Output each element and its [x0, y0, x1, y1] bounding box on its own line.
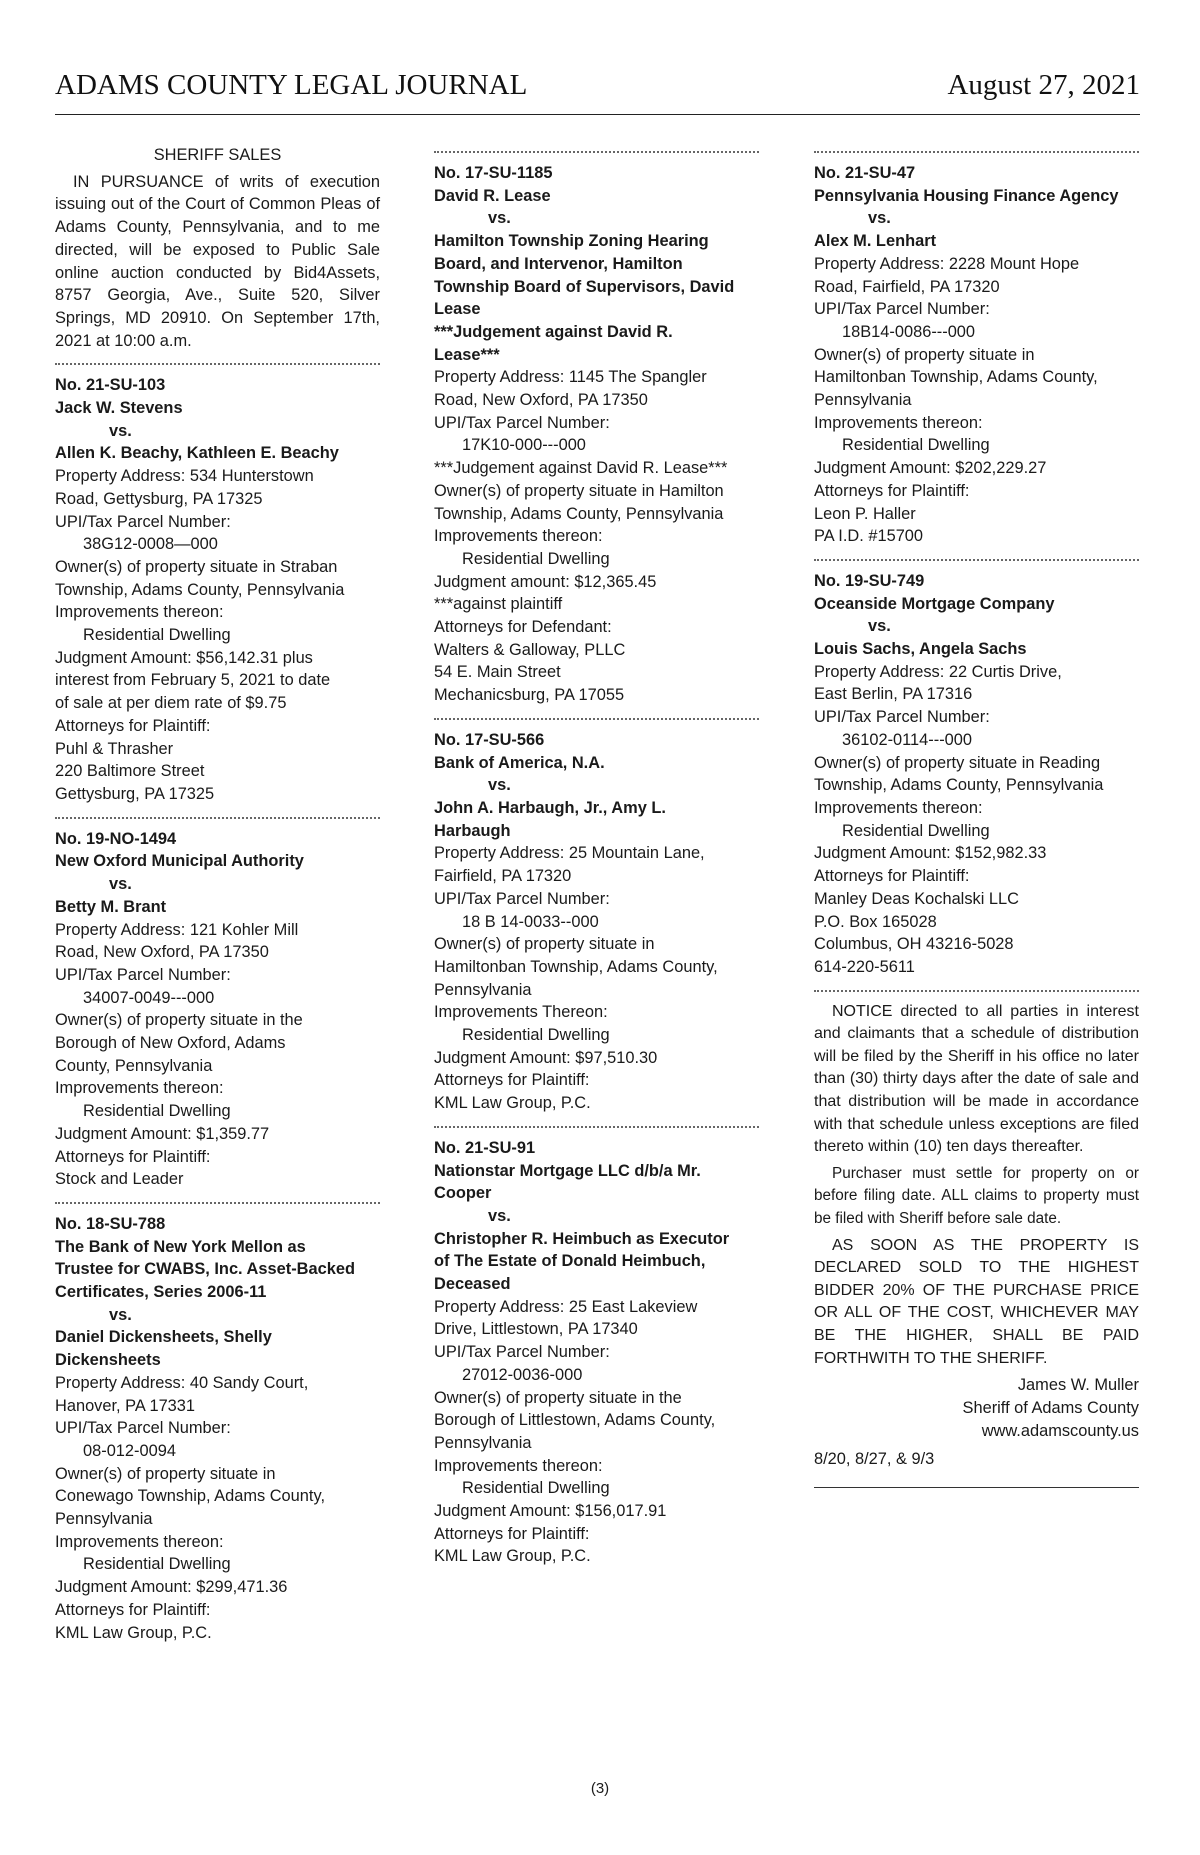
intro-paragraph: IN PURSUANCE of writs of execution issuing out of the Court of Common Pleas of Adams County, Pennsylvania, and to me directed, will be exposed to Public Sale online auction conducted by Bid4Assets, 8757 Georgia, Ave., Suite 520, Silver Springs, MD 20910. On September 17th, 2021 at 10:00 a.m.	[55, 172, 380, 350]
judgment-line: Attorneys for Defendant:	[434, 618, 612, 637]
case-entry	[814, 162, 1139, 548]
judgment-line: Gettysburg, PA 17325	[55, 784, 215, 803]
versus-label: vs.	[868, 209, 891, 228]
parcel-number: 08-012-0094	[83, 1441, 176, 1460]
defendant-line: Hamilton Township Zoning Hearing	[434, 232, 709, 251]
judgment-line: KML Law Group, P.C.	[55, 1623, 212, 1642]
improvement-type: Residential Dwelling	[83, 1102, 231, 1121]
judgment-line: Walters & Galloway, PLLC	[434, 640, 626, 659]
judgment-line: Judgment amount: $12,365.45	[434, 572, 657, 591]
defendant-line: Christopher R. Heimbuch as Executor	[434, 1229, 730, 1248]
defendant-line: Deceased	[434, 1275, 511, 1294]
judgment-line: 220 Baltimore Street	[55, 762, 205, 781]
plaintiff-line: The Bank of New York Mellon as	[55, 1237, 306, 1256]
judgment-line: Attorneys for Plaintiff:	[55, 1600, 211, 1619]
property-line: Property Address: 1145 The Spangler	[434, 368, 707, 387]
owner-line: Conewago Township, Adams County,	[55, 1487, 325, 1506]
bidder-paragraph: AS SOON AS THE PROPERTY IS DECLARED SOLD TO THE HIGHEST BIDDER 20% OF THE PURCHASE PRICE OR ALL OF THE COST, WHICHEVER MAY BE THE HIGHER, SHALL BE PAID FORTHWITH TO THE SHERIFF.	[814, 1236, 1139, 1367]
defendant-line: ***Judgement against David R.	[434, 322, 673, 341]
owner-line: Improvements thereon:	[814, 798, 983, 817]
owner-line: Owner(s) of property situate in	[55, 1464, 276, 1483]
versus-label: vs.	[109, 421, 132, 440]
owner-line: Township, Adams County, Pennsylvania	[434, 504, 724, 523]
judgment-line: Attorneys for Plaintiff:	[814, 867, 970, 886]
defendant-line: Harbaugh	[434, 821, 511, 840]
versus-label: vs.	[488, 209, 511, 228]
owner-line: Hamiltonban Township, Adams County,	[814, 368, 1098, 387]
improvement-type: Residential Dwelling	[83, 1555, 231, 1574]
case-list	[814, 151, 1139, 979]
dotted-divider	[55, 1202, 380, 1204]
judgment-line: Leon P. Haller	[814, 504, 916, 523]
plaintiff-line: Certificates, Series 2006-11	[55, 1283, 267, 1302]
defendant-line: Louis Sachs, Angela Sachs	[814, 640, 1027, 659]
defendant-line: Alex M. Lenhart	[814, 232, 937, 251]
parcel-number: 36102-0114---000	[842, 730, 973, 749]
defendant-line: Lease***	[434, 345, 500, 364]
judgment-line: 614-220-5611	[814, 957, 915, 976]
judgment-line: Judgment Amount: $56,142.31 plus	[55, 648, 313, 667]
judgment-line: Puhl & Thrasher	[55, 739, 174, 758]
journal-header	[55, 66, 1140, 115]
owner-line: Improvements thereon:	[55, 603, 224, 622]
case-entry	[55, 374, 380, 805]
judgment-line: Attorneys for Plaintiff:	[814, 481, 970, 500]
parcel-number: 34007-0049---000	[83, 988, 215, 1007]
judgment-line: Judgment Amount: $299,471.36	[55, 1578, 288, 1597]
improvement-type: Residential Dwelling	[462, 1026, 610, 1045]
property-line: UPI/Tax Parcel Number:	[814, 708, 990, 727]
owner-line: Pennsylvania	[814, 391, 912, 410]
property-line: Fairfield, PA 17320	[434, 867, 572, 886]
dotted-divider	[55, 363, 380, 365]
owner-line: Borough of Littlestown, Adams County,	[434, 1411, 716, 1430]
case-list	[434, 151, 759, 1568]
plaintiff-line: Oceanside Mortgage Company	[814, 594, 1055, 613]
owner-line: Township, Adams County, Pennsylvania	[55, 580, 345, 599]
property-line: Road, New Oxford, PA 17350	[55, 943, 269, 962]
journal-title: ADAMS COUNTY LEGAL JOURNAL	[55, 69, 528, 101]
judgment-line: Manley Deas Kochalski LLC	[814, 889, 1019, 908]
improvement-type: Residential Dwelling	[842, 821, 990, 840]
case-number: No. 18-SU-788	[55, 1214, 166, 1233]
judgment-line: 54 E. Main Street	[434, 663, 561, 682]
closing-rule	[814, 1487, 1139, 1488]
plaintiff-line: Bank of America, N.A.	[434, 753, 605, 772]
property-line: UPI/Tax Parcel Number:	[55, 965, 231, 984]
section-heading: SHERIFF SALES	[153, 146, 282, 164]
case-entry	[814, 570, 1139, 979]
property-line: Property Address: 2228 Mount Hope	[814, 254, 1080, 273]
judgment-line: Judgment Amount: $1,359.77	[55, 1124, 270, 1143]
parcel-number: 18 B 14-0033--000	[462, 912, 599, 931]
case-entry	[55, 1213, 380, 1644]
judgment-line: Columbus, OH 43216-5028	[814, 935, 1014, 954]
defendant-line: John A. Harbaugh, Jr., Amy L.	[434, 798, 666, 817]
owner-line: Improvements thereon:	[55, 1079, 224, 1098]
journal-date: August 27, 2021	[947, 69, 1140, 101]
property-line: Property Address: 25 East Lakeview	[434, 1297, 698, 1316]
judgment-line: P.O. Box 165028	[814, 912, 937, 931]
purchaser-paragraph: Purchaser must settle for property on or before filing date. ALL claims to property must be filed with Sheriff before sale date.	[814, 1164, 1139, 1227]
judgment-line: KML Law Group, P.C.	[434, 1547, 591, 1566]
plaintiff-line: Cooper	[434, 1184, 492, 1203]
notice-paragraph: NOTICE directed to all parties in interest and claimants that a schedule of distribution will be filed by the Sheriff in his office no later than (30) thirty days after the date of sale and that distribution will be made in accordance with that schedule unless exceptions are filed thereto within (10) ten days thereafter.	[814, 1002, 1139, 1156]
property-line: UPI/Tax Parcel Number:	[434, 1343, 610, 1362]
owner-line: Owner(s) of property situate in Straban	[55, 557, 338, 576]
owner-line: Owner(s) of property situate in the	[55, 1011, 303, 1030]
property-line: Drive, Littlestown, PA 17340	[434, 1320, 638, 1339]
judgment-line: Judgment Amount: $202,229.27	[814, 459, 1047, 478]
owner-line: Owner(s) of property situate in	[434, 935, 655, 954]
owner-line: Pennsylvania	[434, 1433, 532, 1452]
case-entry	[434, 162, 759, 707]
judgment-line: Attorneys for Plaintiff:	[434, 1524, 590, 1543]
parcel-number: 18B14-0086---000	[842, 322, 976, 341]
column-2	[434, 140, 759, 1568]
property-line: Property Address: 25 Mountain Lane,	[434, 844, 705, 863]
judgment-line: of sale at per diem rate of $9.75	[55, 694, 287, 713]
owner-line: County, Pennsylvania	[55, 1056, 213, 1075]
defendant-line: of The Estate of Donald Heimbuch,	[434, 1252, 706, 1271]
dotted-divider	[814, 559, 1139, 561]
owner-line: Borough of New Oxford, Adams	[55, 1034, 286, 1053]
judgment-line: interest from February 5, 2021 to date	[55, 671, 331, 690]
dotted-divider	[814, 990, 1139, 992]
property-line: Road, Gettysburg, PA 17325	[55, 489, 263, 508]
owner-line: Township, Adams County, Pennsylvania	[814, 776, 1104, 795]
owner-line: Improvements thereon:	[434, 527, 603, 546]
website-link[interactable]: www.adamscounty.us	[981, 1421, 1139, 1440]
improvement-type: Residential Dwelling	[462, 1479, 610, 1498]
owner-line: Improvements thereon:	[434, 1456, 603, 1475]
property-line: Property Address: 534 Hunterstown	[55, 467, 314, 486]
versus-label: vs.	[488, 776, 511, 795]
property-line: Property Address: 40 Sandy Court,	[55, 1373, 309, 1392]
defendant-line: Betty M. Brant	[55, 897, 167, 916]
judgment-line: Judgment Amount: $97,510.30	[434, 1048, 658, 1067]
dotted-divider	[434, 718, 759, 720]
defendant-line: Daniel Dickensheets, Shelly	[55, 1328, 272, 1347]
plaintiff-line: Jack W. Stevens	[55, 399, 183, 418]
case-number: No. 17-SU-1185	[434, 164, 553, 182]
dotted-divider	[814, 151, 1139, 153]
case-list	[55, 363, 380, 1644]
case-entry	[55, 828, 380, 1191]
publication-dates: 8/20, 8/27, & 9/3	[814, 1450, 935, 1469]
owner-line: Pennsylvania	[55, 1510, 153, 1529]
case-number: No. 21-SU-103	[55, 376, 166, 395]
judgment-line: Judgment Amount: $156,017.91	[434, 1502, 667, 1521]
page-number: (3)	[590, 1780, 610, 1797]
plaintiff-line: Pennsylvania Housing Finance Agency	[814, 186, 1119, 205]
judgment-line: Attorneys for Plaintiff:	[55, 1147, 211, 1166]
property-line: Hanover, PA 17331	[55, 1396, 196, 1415]
defendant-line: Lease	[434, 300, 481, 319]
property-line: East Berlin, PA 17316	[814, 685, 973, 704]
dotted-divider	[434, 151, 759, 153]
judgment-line: Stock and Leader	[55, 1170, 184, 1189]
plaintiff-line: David R. Lease	[434, 186, 551, 205]
improvement-type: Residential Dwelling	[842, 436, 990, 455]
case-number: No. 17-SU-566	[434, 730, 545, 749]
defendant-line: Allen K. Beachy, Kathleen E. Beachy	[55, 444, 339, 463]
judgment-line: Mechanicsburg, PA 17055	[434, 686, 625, 705]
judgment-line: Judgment Amount: $152,982.33	[814, 844, 1047, 863]
improvement-type: Residential Dwelling	[462, 549, 610, 568]
property-line: Road, New Oxford, PA 17350	[434, 391, 648, 410]
plaintiff-line: Trustee for CWABS, Inc. Asset-Backed	[55, 1260, 355, 1279]
case-number: No. 21-SU-91	[434, 1138, 536, 1157]
property-line: UPI/Tax Parcel Number:	[434, 889, 610, 908]
parcel-number: 17K10-000---000	[462, 436, 586, 455]
judgment-line: Attorneys for Plaintiff:	[55, 716, 211, 735]
parcel-number: 27012-0036-000	[462, 1365, 583, 1384]
plaintiff-line: New Oxford Municipal Authority	[55, 852, 304, 871]
dotted-divider	[434, 1126, 759, 1128]
property-line: UPI/Tax Parcel Number:	[434, 413, 610, 432]
property-line: Property Address: 22 Curtis Drive,	[814, 662, 1062, 681]
versus-label: vs.	[109, 875, 132, 894]
property-line: UPI/Tax Parcel Number:	[55, 512, 231, 531]
owner-line: Improvements thereon:	[814, 413, 983, 432]
case-entry	[434, 729, 759, 1115]
owner-line: Owner(s) of property situate in Hamilton	[434, 481, 724, 500]
defendant-line: Township Board of Supervisors, David	[434, 277, 735, 296]
versus-label: vs.	[109, 1305, 132, 1324]
property-line: Property Address: 121 Kohler Mill	[55, 920, 299, 939]
defendant-line: Dickensheets	[55, 1351, 161, 1370]
owner-line: ***Judgement against David R. Lease***	[434, 459, 728, 478]
notice-block	[814, 1001, 1139, 1488]
judgment-line: ***against plaintiff	[434, 595, 563, 614]
owner-line: Hamiltonban Township, Adams County,	[434, 957, 718, 976]
signer-title: Sheriff of Adams County	[962, 1398, 1139, 1417]
owner-line: Owner(s) of property situate in	[814, 345, 1035, 364]
signer-name: James W. Muller	[1017, 1376, 1139, 1395]
property-line: UPI/Tax Parcel Number:	[55, 1419, 231, 1438]
judgment-line: KML Law Group, P.C.	[434, 1094, 591, 1113]
property-line: UPI/Tax Parcel Number:	[814, 300, 990, 319]
defendant-line: Board, and Intervenor, Hamilton	[434, 254, 683, 273]
owner-line: Improvements Thereon:	[434, 1003, 608, 1022]
column-3	[814, 140, 1139, 1488]
owner-line: Owner(s) of property situate in the	[434, 1388, 682, 1407]
parcel-number: 38G12-0008—000	[83, 535, 218, 554]
case-number: No. 21-SU-47	[814, 164, 916, 182]
case-number: No. 19-NO-1494	[55, 829, 177, 848]
property-line: Road, Fairfield, PA 17320	[814, 277, 1000, 296]
owner-line: Improvements thereon:	[55, 1532, 224, 1551]
plaintiff-line: Nationstar Mortgage LLC d/b/a Mr.	[434, 1161, 701, 1180]
owner-line: Pennsylvania	[434, 980, 532, 999]
improvement-type: Residential Dwelling	[83, 626, 231, 645]
versus-label: vs.	[868, 617, 891, 636]
judgment-line: PA I.D. #15700	[814, 527, 924, 546]
case-entry	[434, 1137, 759, 1568]
column-1	[55, 144, 380, 1644]
versus-label: vs.	[488, 1206, 511, 1225]
case-number: No. 19-SU-749	[814, 571, 925, 590]
judgment-line: Attorneys for Plaintiff:	[434, 1071, 590, 1090]
dotted-divider	[55, 817, 380, 819]
owner-line: Owner(s) of property situate in Reading	[814, 753, 1101, 772]
